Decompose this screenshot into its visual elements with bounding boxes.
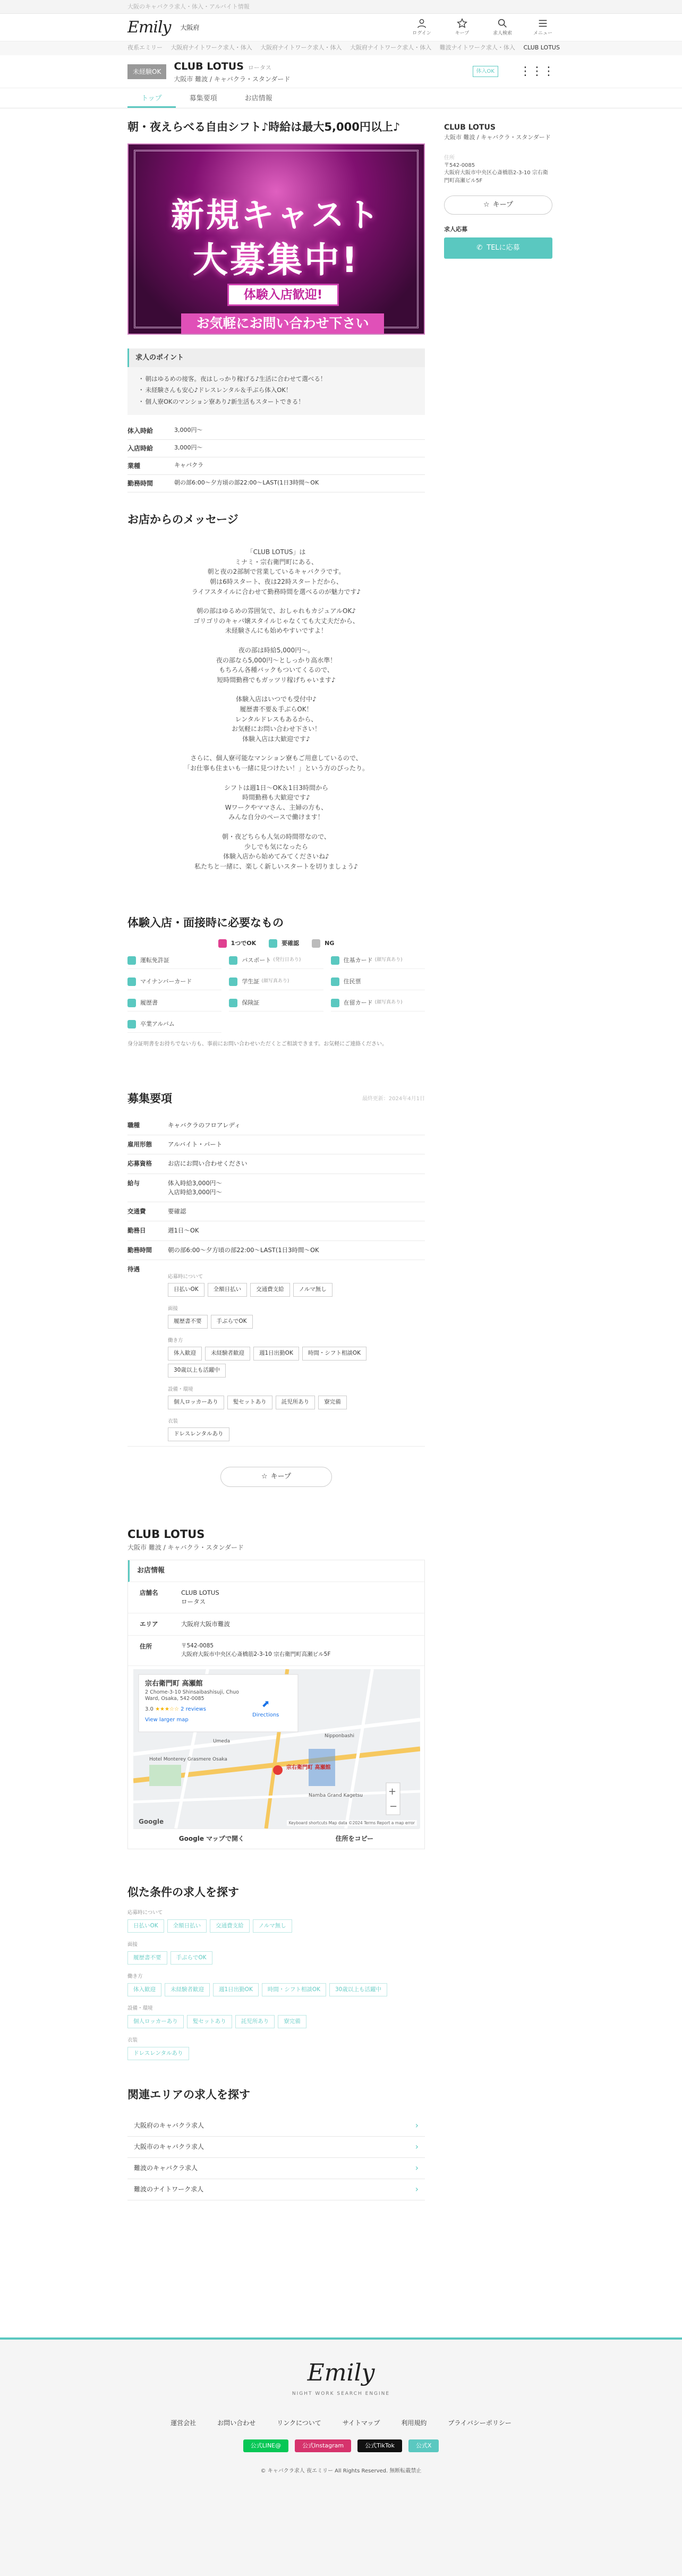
condition-tag[interactable]: 30歳以上も活躍中 (329, 1983, 387, 1997)
status-icon (229, 956, 237, 965)
map-footer: Keyboard shortcuts Map data ©2024 Terms Report a map error (287, 1820, 417, 1826)
condition-tag[interactable]: 週1日出勤OK (213, 1983, 259, 1997)
summary-value: 3,000円〜 (174, 439, 425, 457)
condition-tag[interactable]: 寮完備 (278, 2015, 306, 2029)
condition-tag[interactable]: 寮完備 (318, 1396, 347, 1409)
condition-tag[interactable]: 髪セットあり (227, 1396, 272, 1409)
shop-bar (0, 55, 682, 88)
related-area-label: 難波のナイトワーク求人 (134, 2186, 204, 2194)
breadcrumb-current: CLUB LOTUS (523, 44, 560, 51)
status-icon (127, 956, 136, 965)
related-area-link[interactable] (127, 2158, 425, 2179)
keep-label: キープ (270, 1472, 291, 1481)
top-strip: 大阪のキャバクラ求人・体入・アルバイト情報 (0, 0, 682, 14)
recruit-table (127, 1116, 425, 1260)
message-para: 夜の部は時給5,000円〜。 夜の部なら5,000円〜としっかり高水準！ もちろん各種バックもついてくるので、 短時間勤務でもガッツリ稼げちゃいます♪ (216, 647, 337, 684)
recruit-key: 勤務日 (127, 1221, 168, 1240)
tag-group (127, 1951, 425, 1965)
footer-link[interactable]: サイトマップ (342, 2419, 380, 2427)
condition-tag[interactable]: 個人ロッカーあり (127, 2015, 184, 2029)
shop-name: CLUB LOTUS (174, 61, 244, 73)
related-area-label: 大阪市のキャバクラ求人 (134, 2143, 204, 2151)
map-label: Hotel Monterey Grasmere Osaka (149, 1756, 227, 1762)
similar-title: 似た条件の求人を探す (127, 1885, 239, 1899)
header-icons (410, 18, 555, 38)
directions-link[interactable] (252, 1697, 279, 1719)
recruit-key: 応募資格 (127, 1154, 168, 1174)
related-area-link[interactable] (127, 2115, 425, 2137)
required-item-label: 運転免許証 (140, 956, 169, 964)
condition-tag[interactable]: 交通費支給 (250, 1283, 290, 1297)
treat-groups (168, 1260, 425, 1446)
required-item (127, 952, 221, 969)
recruit-value: 要確認 (168, 1202, 425, 1221)
sidebar-shop-meta: 大阪市 難波 / キャバクラ・スタンダード (444, 134, 551, 141)
footer-link[interactable]: お問い合わせ (217, 2419, 256, 2427)
related-area-label: 大阪府のキャバクラ求人 (134, 2122, 204, 2130)
table-row (127, 457, 425, 474)
condition-tag[interactable]: 日払いOK (127, 1919, 164, 1933)
breadcrumb-item[interactable]: 大阪府ナイトワーク求人・体入 (170, 44, 252, 51)
required-item-label: 学生証 (242, 977, 260, 985)
sidebar-address-label: 住所 (444, 155, 455, 161)
recruit-key: 給与 (127, 1174, 168, 1202)
map-label: Nipponbashi (325, 1733, 354, 1739)
required-item (127, 973, 221, 990)
list-item: ・ 朝はゆるめの接客。夜はしっかり稼げる♪生活に合わせて選べる！ (138, 375, 425, 384)
tag-group-label: 面接 (168, 1305, 178, 1312)
table-row (128, 1582, 424, 1613)
ng-icon (312, 939, 320, 948)
shopinfo-section: お店情報 (128, 1560, 424, 1582)
tag-group-label: 働き方 (168, 1337, 183, 1344)
tag-group-label: 応募時について (127, 1910, 163, 1916)
table-row (127, 474, 425, 492)
chevron-right-icon: › (415, 2184, 419, 2195)
condition-tag[interactable]: 全額日払い (208, 1283, 248, 1297)
tag-group-label: 衣装 (127, 2037, 138, 2044)
points-box (127, 348, 425, 415)
social-link[interactable]: 公式LINE@ (243, 2439, 289, 2453)
keep-header-label: キープ (455, 30, 470, 36)
table-row (127, 1135, 425, 1154)
map-label: Umeda (213, 1738, 231, 1744)
condition-tag[interactable]: ドレスレンタルあり (168, 1427, 229, 1441)
required-items (127, 952, 425, 1033)
recruit-key: 雇用形態 (127, 1135, 168, 1154)
breadcrumb-item[interactable]: 大阪府ナイトワーク求人・体入 (260, 44, 342, 51)
related-title: 関連エリアの求人を探す (127, 2088, 250, 2102)
footer-social (0, 2439, 682, 2453)
list-item: ・ 未経験さんも安心♪ドレスレンタル＆手ぶら体入OK！ (138, 386, 425, 395)
required-item-sub: (発行日あり) (273, 957, 301, 963)
tag-group-label: 応募時について (168, 1273, 203, 1280)
sidebar-contact-label: 求人応募 (444, 226, 467, 233)
table-row (127, 1221, 425, 1240)
left-column (127, 108, 425, 2200)
status-icon (229, 977, 237, 986)
status-icon (127, 1020, 136, 1028)
points-list (127, 367, 425, 415)
social-link[interactable]: 公式Instagram (295, 2439, 351, 2453)
grid-menu-icon[interactable]: ⋮⋮⋮ (519, 65, 555, 78)
footer-link[interactable]: リンクについて (277, 2419, 321, 2427)
search-icon (497, 18, 508, 29)
table-row (127, 422, 425, 440)
shopinfo-key: 店舗名 (128, 1582, 181, 1613)
map-address: 2 Chome-3-10 Shinsaibashisuji, Chuo Ward, Osaka, 542-0085 (145, 1689, 239, 1702)
required-item-label: 在留カード (343, 999, 373, 1006)
required-item-label: 住基カード (343, 956, 373, 964)
condition-tag[interactable]: 体入歓迎 (127, 1983, 161, 1997)
tag-group (168, 1396, 425, 1409)
condition-tag[interactable]: ノルマ無し (253, 1919, 292, 1933)
condition-tag[interactable]: 託児所あり (235, 2015, 275, 2029)
site-header (0, 14, 682, 41)
sidebar-keep-button[interactable] (444, 195, 552, 215)
breadcrumb (0, 41, 682, 55)
tag-group-label: 面接 (127, 1942, 138, 1948)
map-rating: 3.0 ★★★☆☆ 2 reviews (145, 1706, 206, 1712)
tab-shopinfo[interactable]: お店情報 (244, 95, 272, 103)
menu-icon (537, 18, 549, 29)
svg-text:−: − (389, 1800, 398, 1812)
required-legend (127, 939, 425, 948)
table-row (127, 1116, 425, 1135)
recruit-title-text: 募集要項 (127, 1092, 172, 1106)
condition-tag[interactable]: 30歳以上も活躍中 (168, 1364, 226, 1378)
footer-link[interactable]: プライバシーポリシー (448, 2419, 512, 2427)
tag-group (127, 2015, 425, 2029)
tag-group-label: 衣装 (168, 1418, 178, 1424)
hero-badge: 体験入店歓迎! (227, 284, 339, 306)
related-area-link[interactable] (127, 2137, 425, 2158)
status-icon (331, 956, 339, 965)
required-note: 身分証明書をお持ちでない方も、事前にお問い合わせいただくとご相談できます。お気軽にご連絡ください。 (127, 1041, 388, 1048)
chevron-right-icon: › (415, 2120, 419, 2131)
shopinfo-value: CLUB LOTUS ロータス (181, 1582, 424, 1613)
shopinfo-key: エリア (128, 1613, 181, 1636)
legend-ok (218, 939, 257, 948)
condition-tag[interactable]: 日払いOK (168, 1283, 204, 1297)
view-larger-map-link[interactable]: View larger map (145, 1716, 189, 1723)
required-item (229, 952, 323, 969)
condition-tag[interactable]: 託児所あり (276, 1396, 316, 1409)
google-map[interactable] (133, 1669, 420, 1829)
condition-tag[interactable]: 手ぶらでOK (211, 1315, 253, 1329)
legend-label: NG (325, 939, 335, 947)
required-item (229, 994, 323, 1011)
condition-tag[interactable]: 週1日出勤OK (253, 1347, 299, 1361)
recruit-key: 職種 (127, 1116, 168, 1135)
tag-group (127, 1919, 425, 1933)
login-button[interactable] (410, 18, 433, 38)
shop-meta: 大阪市 難波 / キャバクラ・スタンダード (174, 75, 291, 83)
breadcrumb-item[interactable]: 大阪府ナイトワーク求人・体入 (349, 44, 432, 51)
tab-recruit[interactable]: 募集要項 (189, 95, 217, 103)
site-footer (0, 2337, 682, 2576)
message-para: シフトは週1日〜OK＆1日3時間から 時間勤務も大歓迎です♪ Wワークやママさん、主婦の方も、 みんな自分のペースで働けます！ (224, 784, 329, 821)
condition-tag[interactable]: 時間・シフト相談OK (302, 1347, 366, 1361)
status-icon (331, 977, 339, 986)
sidebar (444, 118, 552, 259)
shopinfo-value: 大阪府大阪市難波 (181, 1613, 424, 1636)
header-area[interactable]: 大阪府 (180, 23, 200, 31)
shopinfo-name: CLUB LOTUS (127, 1527, 205, 1541)
menu-label: メニュー (533, 30, 552, 36)
status-badge: 未経験OK (127, 64, 166, 79)
footer-links (0, 2418, 682, 2428)
message-body (127, 547, 425, 871)
keep-header-button[interactable] (450, 18, 474, 38)
tab-top[interactable]: トップ (127, 88, 176, 108)
condition-tag[interactable]: 時間・シフト相談OK (262, 1983, 326, 1997)
breadcrumb-item[interactable]: 夜系エミリー (127, 44, 163, 51)
recruit-key: 勤務時間 (127, 1240, 168, 1260)
status-icon (331, 999, 339, 1007)
table-row (127, 1202, 425, 1221)
map-rating-value: 3.0 (145, 1706, 154, 1712)
required-item-sub: (顔写真あり) (374, 957, 403, 963)
required-item (229, 973, 323, 990)
summary-key: 体入時給 (127, 422, 174, 440)
condition-tag[interactable]: ノルマ無し (293, 1283, 333, 1297)
chevron-right-icon: › (415, 2163, 419, 2173)
search-label: 求人検索 (492, 30, 512, 36)
ok-one-icon (218, 939, 227, 948)
points-title: 求人のポイント (127, 348, 425, 368)
copy-address-button[interactable]: 住所をコピー (335, 1835, 374, 1843)
footer-link[interactable]: 運営会社 (170, 2419, 197, 2427)
status-icon (229, 999, 237, 1007)
message-para: 体験入店はいつでも受付中♪ 履歴書不要＆手ぶらOK！ レンタルドレスもあるから、 お気軽にお問い合わせ下さい！ 体験入店は大歓迎です♪ (231, 695, 321, 743)
directions-icon: ⬈ (261, 1698, 270, 1710)
condition-tag[interactable]: 履歴書不要 (168, 1315, 208, 1329)
footer-logo[interactable]: Emily (307, 2359, 375, 2386)
required-item-sub: (顔写真あり) (261, 979, 289, 984)
condition-tag[interactable]: 履歴書不要 (127, 1951, 167, 1965)
star-icon: ☆ (483, 201, 490, 209)
required-item-label: マイナンバーカード (140, 977, 192, 985)
tab-bar (0, 88, 682, 108)
tel-apply-button[interactable] (444, 237, 552, 259)
login-label: ログイン (412, 30, 431, 36)
summary-value: 3,000円〜 (174, 422, 425, 440)
svg-text:+: + (388, 1786, 397, 1797)
legend-label: 1つでOK (231, 939, 257, 947)
directions-label: Directions (252, 1712, 279, 1718)
related-area-label: 難波のキャバクラ求人 (134, 2164, 198, 2172)
table-row (127, 1260, 425, 1446)
shopinfo-key: 住所 (128, 1636, 181, 1666)
legend-check (269, 939, 299, 948)
required-item (331, 994, 425, 1011)
tag-group (127, 1983, 425, 1997)
legend-label: 要確認 (282, 939, 300, 947)
message-para: さらに、個人寮可能なマンション寮もご用意しているので、 「お仕事も住まいも一緒に見つけたい！」という方のぴったり。 (183, 754, 369, 772)
tag-group (168, 1427, 425, 1441)
phone-icon: ✆ (476, 243, 483, 252)
shopinfo-meta: 大阪市 難波 / キャバクラ・スタンダード (127, 1544, 244, 1552)
map-pin-label: 宗右衛門町 高瀬館 (286, 1764, 331, 1771)
required-item-label: 履歴書 (140, 999, 158, 1006)
search-button[interactable] (491, 18, 514, 38)
table-row (127, 439, 425, 457)
required-item-label: 住民票 (343, 977, 361, 985)
map-title: 宗右衛門町 高瀬館 (145, 1679, 203, 1688)
shopinfo-table (128, 1582, 424, 1666)
tag-group-label: 設備・環境 (168, 1386, 193, 1392)
table-row (128, 1613, 424, 1636)
summary-value: キャバクラ (174, 457, 425, 474)
user-icon (416, 18, 428, 29)
summary-key: 入店時給 (127, 439, 174, 457)
sidebar-keep-label: キープ (492, 201, 513, 209)
related-list (127, 2115, 425, 2200)
summary-value: 朝の部6:00〜夕方頃の部22:00〜LAST(1日3時間〜OK (174, 474, 425, 492)
status-icon (127, 999, 136, 1007)
condition-tag[interactable]: ドレスレンタルあり (127, 2047, 189, 2061)
treat-label: 待遇 (127, 1260, 168, 1446)
message-title: お店からのメッセージ (127, 513, 238, 526)
shop-heading (174, 59, 290, 84)
condition-tag[interactable]: 体入歓迎 (168, 1347, 202, 1361)
open-google-map-link[interactable]: Google マップで開く (178, 1835, 245, 1843)
recruit-value: 体入時給3,000円〜 入店時給3,000円〜 (168, 1174, 425, 1202)
condition-tag[interactable]: 個人ロッカーあり (168, 1396, 224, 1409)
message-para: 朝の部はゆるめの雰囲気で、おしゃれもカジュアルOK♪ ゴリゴリのキャバ嬢スタイルじゃなくても大丈夫だから、 未経験さんにも始めやすいですよ！ (193, 607, 359, 635)
tag-group (127, 2047, 425, 2061)
table-row (127, 1174, 425, 1202)
tag-group (168, 1283, 425, 1297)
required-item (331, 973, 425, 990)
message-para: 「CLUB LOTUS」は ミナミ・宗右衛門町にある、 朝と夜の2部制で営業しているキャバクラです。 朝は6時スタート、夜は22時スタートだから、 ライフスタイルに合わせて勤務時間を選べるのが魅力です♪ (191, 548, 361, 596)
tel-label: TELに応募 (487, 243, 520, 252)
shop-kana: ロータス (248, 64, 271, 72)
list-item: ・ 個人寮OKのマンション寮あり♪新生活もスタートできる！ (138, 397, 425, 406)
google-logo: Google (139, 1817, 164, 1825)
table-row (127, 1240, 425, 1260)
legend-ng (312, 939, 334, 948)
recruit-title (127, 1091, 425, 1108)
breadcrumb-item[interactable]: 難波ナイトワーク求人・体入 (439, 44, 515, 51)
hero-bottom: お気軽にお問い合わせ下さい (181, 313, 384, 334)
treat-table (127, 1260, 425, 1447)
taiken-badge: 体入OK (473, 66, 498, 77)
sidebar-address: 〒542-0085 大阪府大阪市中央区心斎橋筋2-3-10 宗右衛門町高瀬ビル5F (444, 162, 548, 184)
required-item-label: 卒業アルバム (140, 1020, 175, 1027)
updated-date: 最終更新：2024年4月1日 (362, 1096, 425, 1102)
social-link[interactable]: 公式X (408, 2439, 439, 2453)
condition-tag[interactable]: 交通費支給 (210, 1919, 250, 1933)
map-reviews[interactable]: 2 reviews (181, 1706, 206, 1712)
similar-groups (127, 1909, 425, 2060)
required-item-label: パスポート (242, 956, 271, 964)
footer-logo-sub: NIGHT WORK SEARCH ENGINE (292, 2391, 390, 2396)
recruit-value: お店にお問い合わせください (168, 1154, 425, 1174)
recruit-key: 交通費 (127, 1202, 168, 1221)
hero-line1: 新規キャスト (170, 195, 381, 234)
map-label: Namba Grand Kagetsu (309, 1792, 363, 1798)
table-row (127, 1154, 425, 1174)
summary-key: 勤務時間 (127, 474, 174, 492)
recruit-value: 朝の部6:00〜夕方頃の部22:00〜LAST(1日3時間〜OK (168, 1240, 425, 1260)
table-row (128, 1636, 424, 1666)
required-item (127, 1016, 221, 1033)
tag-group (168, 1315, 425, 1329)
required-item-label: 保険証 (242, 999, 260, 1006)
message-para: 朝・夜どちらも人気の時間帯なので、 少しでも気になったら 体験入店から始めてみてくださいね♪ 私たちと一緒に、楽しく新しいスタートを切りましょう♪ (194, 832, 358, 870)
site-logo[interactable]: Emily (127, 18, 171, 37)
tag-group (168, 1347, 425, 1378)
footer-link[interactable]: 利用規約 (401, 2419, 427, 2427)
condition-tag[interactable]: 未経験者歓迎 (205, 1347, 250, 1361)
chevron-right-icon: › (415, 2141, 419, 2152)
copyright: © キャバクラ求人 夜エミリー All Rights Reserved. 無断転載禁止 (260, 2468, 422, 2474)
sidebar-shop-name: CLUB LOTUS (444, 123, 496, 132)
menu-button[interactable] (531, 18, 555, 38)
summary-table (127, 422, 425, 492)
condition-tag[interactable]: 髪セットあり (187, 2015, 232, 2029)
keep-button[interactable] (220, 1467, 332, 1487)
recruit-value: 週1日〜OK (168, 1221, 425, 1240)
shopinfo-box (127, 1560, 425, 1849)
required-item (127, 994, 221, 1011)
social-link[interactable]: 公式TikTok (357, 2439, 402, 2453)
recruit-value: キャバクラのフロアレディ (168, 1116, 425, 1135)
star-icon (456, 18, 468, 29)
star-icon: ☆ (261, 1472, 268, 1481)
status-icon (127, 977, 136, 986)
check-icon (269, 939, 277, 948)
tag-group-label: 設備・環境 (127, 2005, 153, 2012)
condition-tag[interactable]: 手ぶらでOK (170, 1951, 212, 1965)
required-item-sub: (顔写真あり) (374, 1000, 403, 1006)
condition-tag[interactable]: 全額日払い (167, 1919, 207, 1933)
hero-line2: 大募集中! (192, 239, 360, 280)
required-title: 体験入店・面接時に必要なもの (127, 916, 284, 930)
recruit-value: アルバイト・パート (168, 1135, 425, 1154)
tag-group-label: 働き方 (127, 1974, 143, 1980)
headline: 朝・夜えらべる自由シフト♪時給は最大5,000円以上♪ (127, 121, 400, 133)
map-actions (133, 1829, 419, 1849)
shopinfo-value: 〒542-0085 大阪府大阪市中央区心斎橋筋2-3-10 宗右衛門町高瀬ビル5F (181, 1636, 424, 1666)
related-area-link[interactable] (127, 2179, 425, 2200)
required-item (331, 952, 425, 969)
hero-banner (127, 143, 425, 335)
summary-key: 業種 (127, 457, 174, 474)
condition-tag[interactable]: 未経験者歓迎 (165, 1983, 210, 1997)
